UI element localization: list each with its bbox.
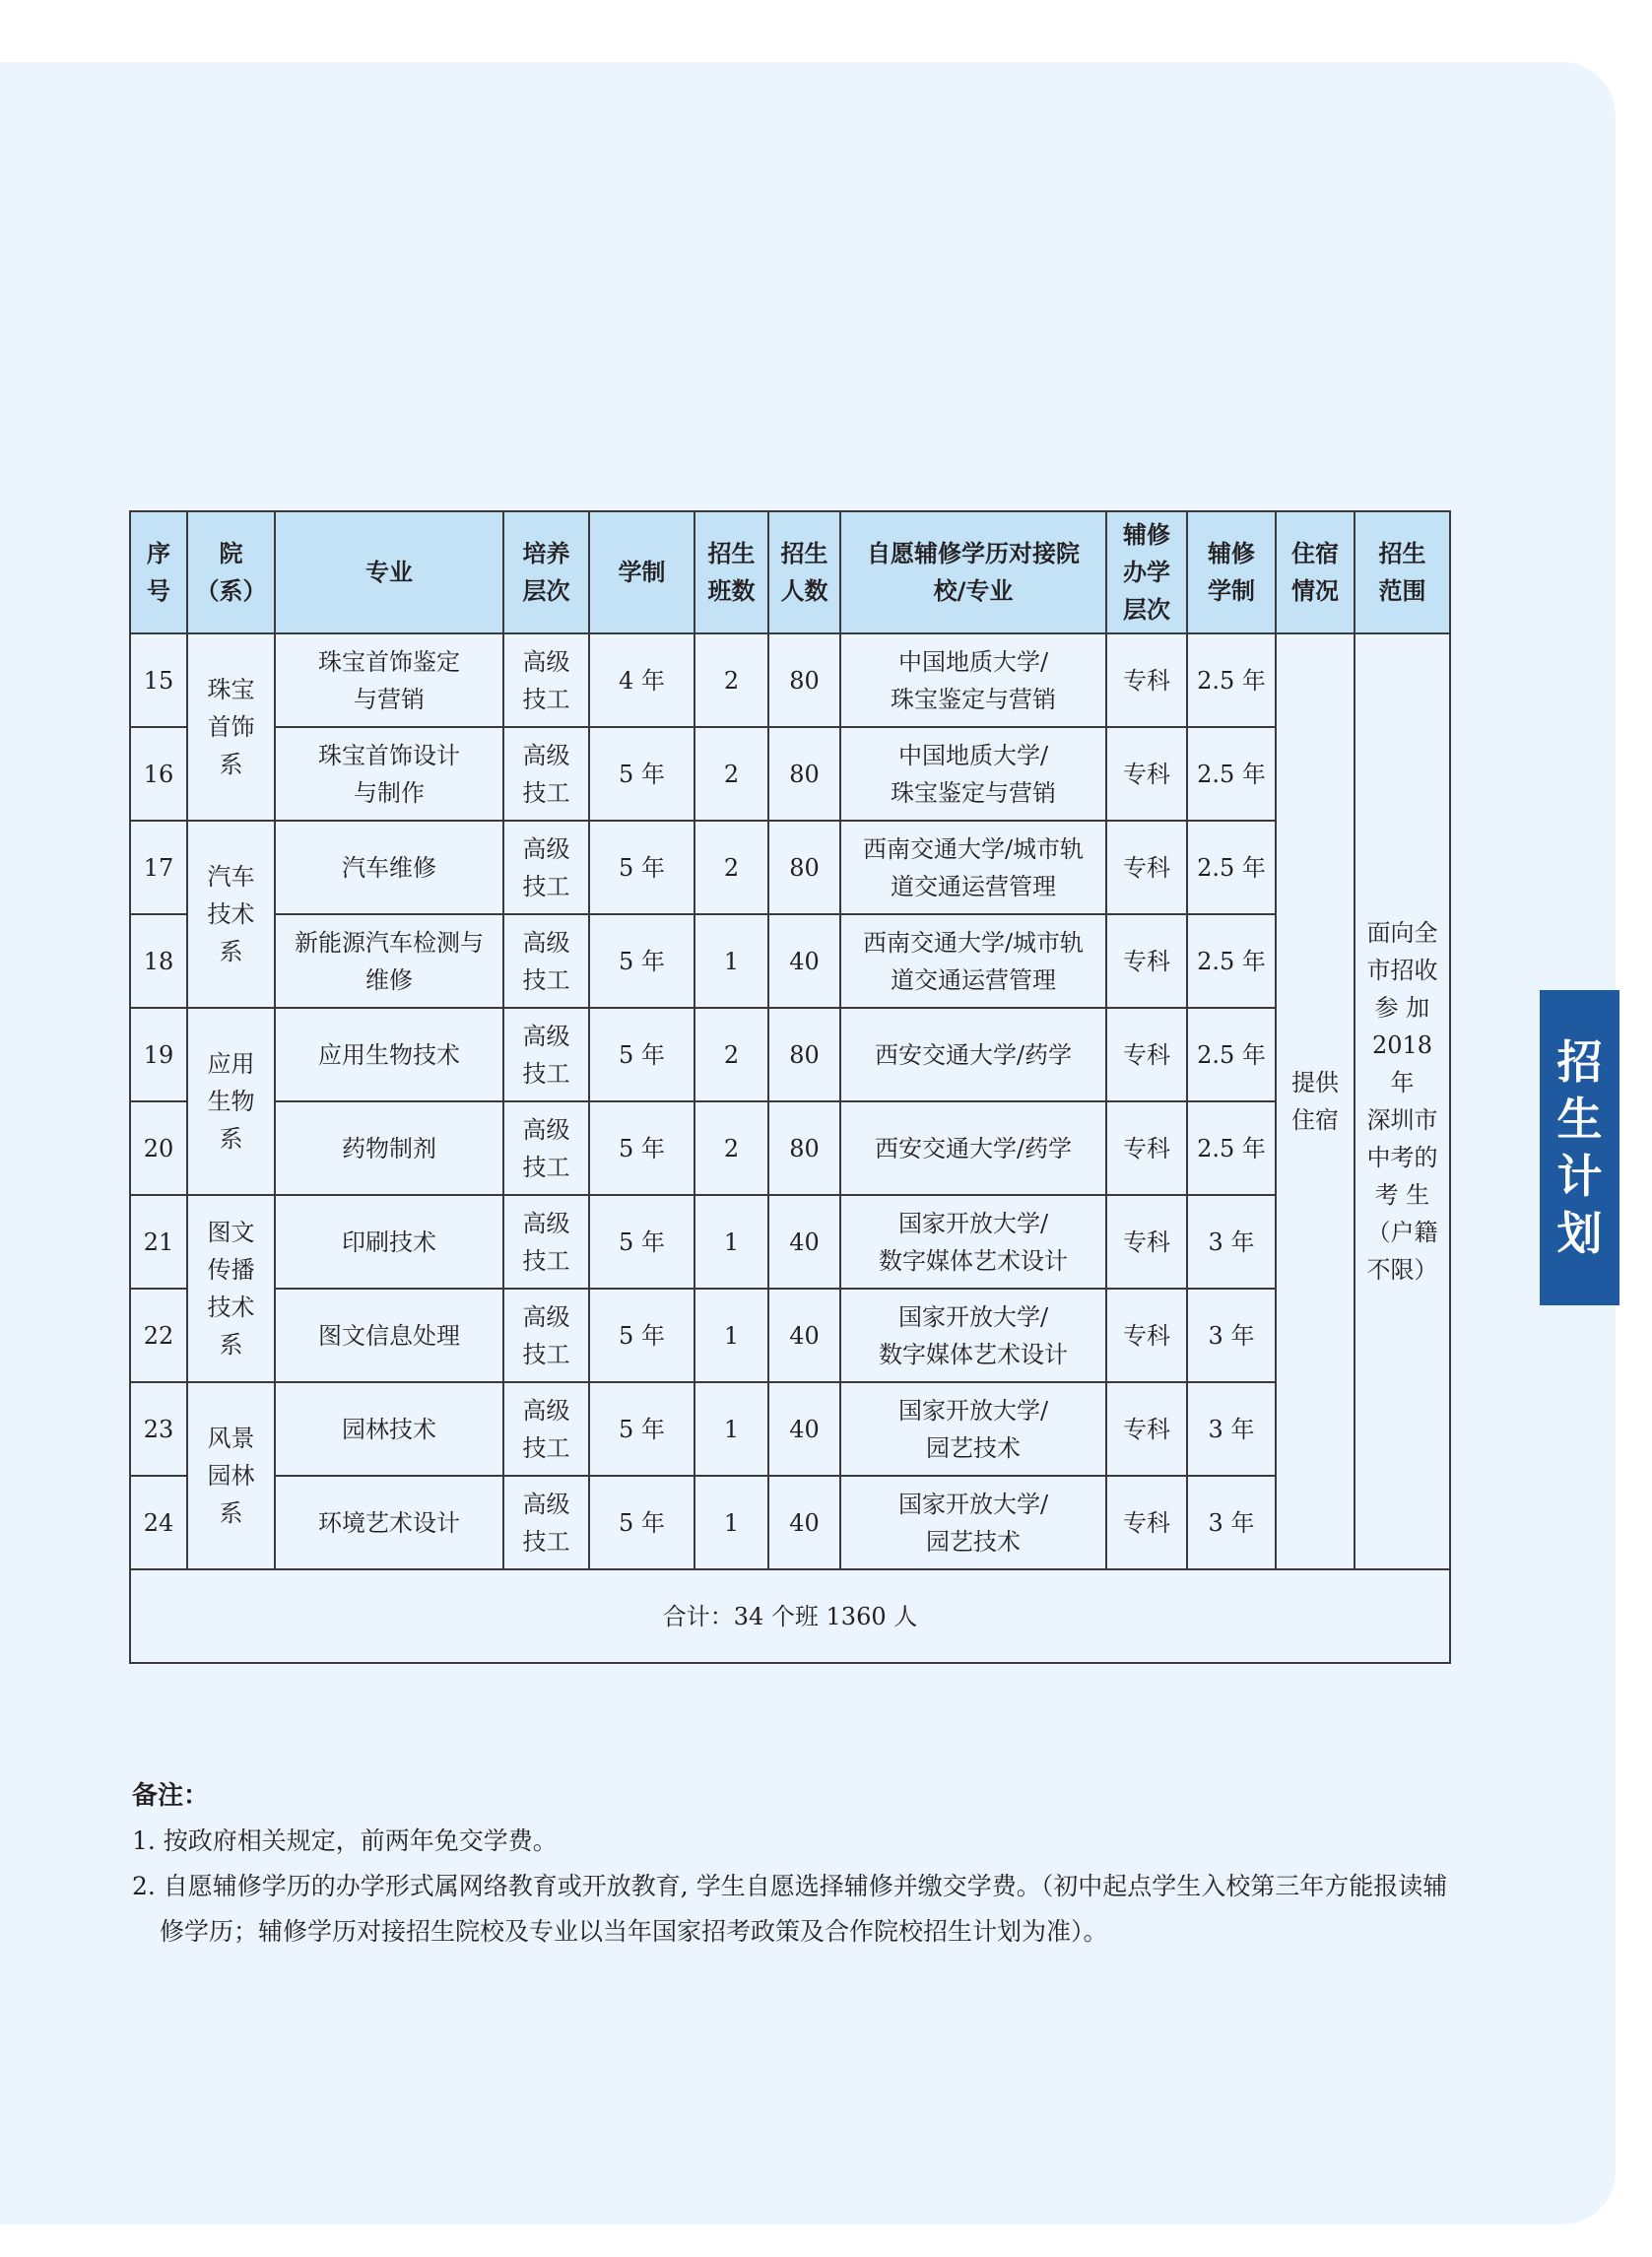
cell-partner: 西安交通大学/药学: [840, 1008, 1106, 1101]
cell-seq: 24: [130, 1476, 187, 1569]
table-row: [130, 914, 1450, 1008]
cell-classes: 1: [694, 1289, 768, 1382]
cell-students: 80: [768, 727, 840, 821]
table-row: [130, 821, 1450, 914]
cell-level: 高级 技工: [503, 633, 589, 727]
cell-seq: 20: [130, 1101, 187, 1195]
cell-seq: 16: [130, 727, 187, 821]
cell-minor-level: 专科: [1106, 1289, 1187, 1382]
cell-duration: 4 年: [589, 633, 694, 727]
table-total-row: [130, 1569, 1450, 1663]
cell-minor-duration: 3 年: [1187, 1195, 1276, 1289]
cell-minor-level: 专科: [1106, 1382, 1187, 1476]
cell-duration: 5 年: [589, 1289, 694, 1382]
cell-duration: 5 年: [589, 727, 694, 821]
cell-students: 40: [768, 1382, 840, 1476]
cell-level: 高级 技工: [503, 1101, 589, 1195]
header-students: 招生 人数: [768, 511, 840, 633]
cell-classes: 2: [694, 1101, 768, 1195]
cell-seq: 22: [130, 1289, 187, 1382]
cell-seq: 19: [130, 1008, 187, 1101]
cell-minor-duration: 3 年: [1187, 1476, 1276, 1569]
cell-classes: 1: [694, 1382, 768, 1476]
notes-title: 备注：: [132, 1781, 210, 1811]
cell-students: 80: [768, 633, 840, 727]
header-duration: 学制: [589, 511, 694, 633]
cell-classes: 2: [694, 821, 768, 914]
cell-partner: 国家开放大学/ 园艺技术: [840, 1476, 1106, 1569]
cell-minor-duration: 2.5 年: [1187, 821, 1276, 914]
cell-partner: 西安交通大学/药学: [840, 1101, 1106, 1195]
cell-minor-duration: 2.5 年: [1187, 1101, 1276, 1195]
cell-seq: 15: [130, 633, 187, 727]
cell-seq: 21: [130, 1195, 187, 1289]
cell-partner: 中国地质大学/ 珠宝鉴定与营销: [840, 727, 1106, 821]
cell-major: 园林技术: [275, 1382, 503, 1476]
cell-major: 药物制剂: [275, 1101, 503, 1195]
cell-level: 高级 技工: [503, 1476, 589, 1569]
table-row: [130, 1289, 1450, 1382]
cell-partner: 国家开放大学/ 数字媒体艺术设计: [840, 1195, 1106, 1289]
cell-classes: 1: [694, 1195, 768, 1289]
cell-duration: 5 年: [589, 821, 694, 914]
cell-minor-duration: 2.5 年: [1187, 1008, 1276, 1101]
cell-classes: 2: [694, 633, 768, 727]
section-tab-char: 招: [1556, 1035, 1603, 1089]
cell-partner: 国家开放大学/ 数字媒体艺术设计: [840, 1289, 1106, 1382]
cell-students: 80: [768, 1101, 840, 1195]
note-item: 2. 自愿辅修学历的办学形式属网络教育或开放教育, 学生自愿选择辅修并缴交学费。（初中起点学生入校第三年方能报读辅修学历；辅修学历对接招生院校及专业以当年国家招考政策及合作院校招生计划为准）。: [132, 1872, 1448, 1946]
cell-seq: 18: [130, 914, 187, 1008]
cell-level: 高级 技工: [503, 1195, 589, 1289]
cell-classes: 2: [694, 727, 768, 821]
cell-minor-duration: 2.5 年: [1187, 633, 1276, 727]
cell-dept: 应用 生物 系: [187, 1008, 275, 1195]
total-cell: 合计：34 个班 1360 人: [130, 1569, 1450, 1663]
cell-students: 40: [768, 1195, 840, 1289]
cell-major: 珠宝首饰鉴定 与营销: [275, 633, 503, 727]
enrollment-table: [129, 510, 1451, 1664]
table-row: [130, 1008, 1450, 1101]
cell-minor-level: 专科: [1106, 821, 1187, 914]
cell-classes: 1: [694, 914, 768, 1008]
cell-dept: 风景 园林 系: [187, 1382, 275, 1569]
notes-section: [132, 1773, 1472, 1955]
cell-classes: 1: [694, 1476, 768, 1569]
header-major: 专业: [275, 511, 503, 633]
table-header-row: [130, 511, 1450, 633]
cell-dept: 图文 传播 技术 系: [187, 1195, 275, 1382]
cell-minor-duration: 3 年: [1187, 1289, 1276, 1382]
cell-students: 40: [768, 914, 840, 1008]
cell-dept: 珠宝 首饰 系: [187, 633, 275, 821]
cell-seq: 23: [130, 1382, 187, 1476]
table-row: [130, 1476, 1450, 1569]
cell-duration: 5 年: [589, 1195, 694, 1289]
header-seq: 序 号: [130, 511, 187, 633]
cell-partner: 西南交通大学/城市轨 道交通运营管理: [840, 914, 1106, 1008]
cell-major: 印刷技术: [275, 1195, 503, 1289]
cell-classes: 2: [694, 1008, 768, 1101]
cell-duration: 5 年: [589, 914, 694, 1008]
table-row: [130, 633, 1450, 727]
cell-duration: 5 年: [589, 1382, 694, 1476]
cell-minor-level: 专科: [1106, 1008, 1187, 1101]
note-item: 1. 按政府相关规定，前两年免交学费。: [132, 1826, 558, 1855]
header-minor-duration: 辅修 学制: [1187, 511, 1276, 633]
cell-level: 高级 技工: [503, 1008, 589, 1101]
cell-students: 80: [768, 1008, 840, 1101]
cell-housing: 提供 住宿: [1276, 633, 1355, 1569]
cell-partner: 中国地质大学/ 珠宝鉴定与营销: [840, 633, 1106, 727]
header-dept: 院 （系）: [187, 511, 275, 633]
table-row: [130, 727, 1450, 821]
cell-minor-level: 专科: [1106, 727, 1187, 821]
cell-minor-duration: 2.5 年: [1187, 727, 1276, 821]
cell-major: 新能源汽车检测与 维修: [275, 914, 503, 1008]
cell-partner: 国家开放大学/ 园艺技术: [840, 1382, 1106, 1476]
cell-minor-level: 专科: [1106, 1195, 1187, 1289]
cell-minor-level: 专科: [1106, 914, 1187, 1008]
table-row: [130, 1195, 1450, 1289]
cell-level: 高级 技工: [503, 1289, 589, 1382]
header-minor-level: 辅修 办学 层次: [1106, 511, 1187, 633]
section-tab-char: 生: [1556, 1093, 1603, 1146]
header-housing: 住宿 情况: [1276, 511, 1355, 633]
table-row: [130, 1101, 1450, 1195]
header-level: 培养 层次: [503, 511, 589, 633]
cell-students: 80: [768, 821, 840, 914]
section-tab-char: 计: [1556, 1150, 1603, 1203]
table-row: [130, 1382, 1450, 1476]
cell-duration: 5 年: [589, 1476, 694, 1569]
cell-level: 高级 技工: [503, 914, 589, 1008]
section-tab-char: 划: [1556, 1207, 1603, 1260]
cell-level: 高级 技工: [503, 727, 589, 821]
cell-minor-duration: 3 年: [1187, 1382, 1276, 1476]
header-scope: 招生 范围: [1355, 511, 1450, 633]
section-tab: [1540, 990, 1619, 1305]
header-classes: 招生 班数: [694, 511, 768, 633]
cell-level: 高级 技工: [503, 821, 589, 914]
cell-minor-level: 专科: [1106, 633, 1187, 727]
header-partner: 自愿辅修学历对接院 校/专业: [840, 511, 1106, 633]
cell-major: 环境艺术设计: [275, 1476, 503, 1569]
cell-minor-level: 专科: [1106, 1476, 1187, 1569]
cell-students: 40: [768, 1289, 840, 1382]
cell-seq: 17: [130, 821, 187, 914]
cell-minor-level: 专科: [1106, 1101, 1187, 1195]
cell-level: 高级 技工: [503, 1382, 589, 1476]
cell-major: 汽车维修: [275, 821, 503, 914]
cell-scope: 面向全 市招收 参 加 2018 年 深圳市 中考的 考 生 （户籍 不限）: [1355, 633, 1450, 1569]
cell-major: 图文信息处理: [275, 1289, 503, 1382]
cell-minor-duration: 2.5 年: [1187, 914, 1276, 1008]
cell-duration: 5 年: [589, 1008, 694, 1101]
cell-major: 应用生物技术: [275, 1008, 503, 1101]
cell-dept: 汽车 技术 系: [187, 821, 275, 1008]
cell-partner: 西南交通大学/城市轨 道交通运营管理: [840, 821, 1106, 914]
cell-major: 珠宝首饰设计 与制作: [275, 727, 503, 821]
cell-duration: 5 年: [589, 1101, 694, 1195]
cell-students: 40: [768, 1476, 840, 1569]
